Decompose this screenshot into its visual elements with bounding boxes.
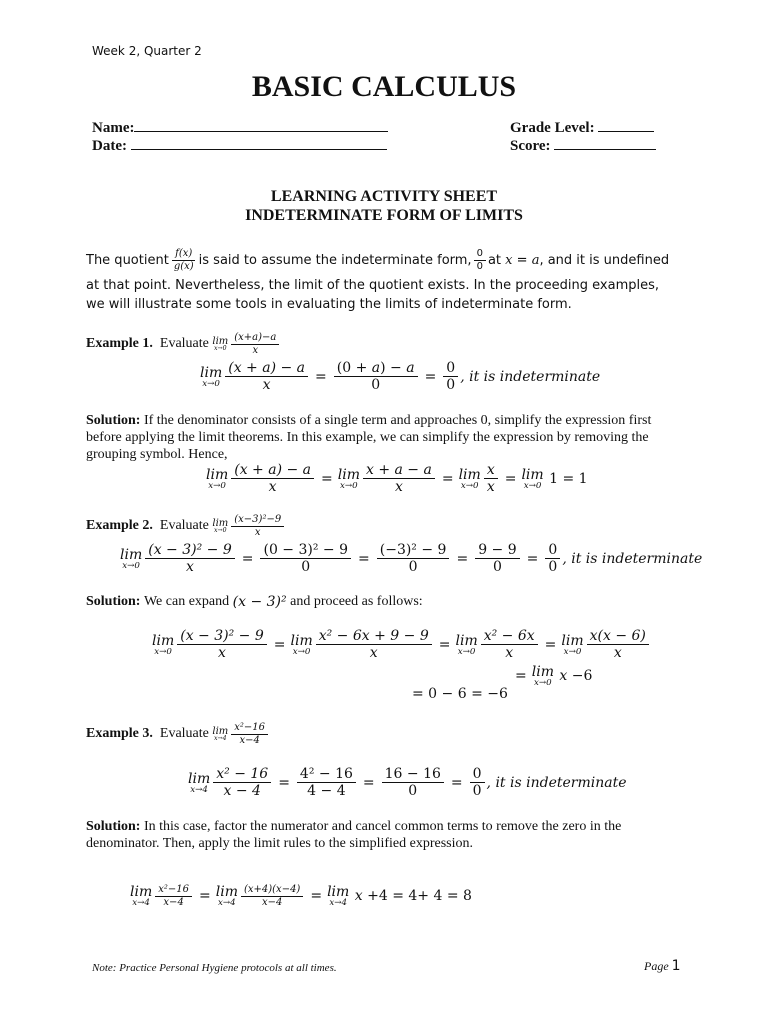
intro-text-2: is said to assume the indeterminate form, (198, 252, 472, 268)
score-field (510, 138, 656, 155)
example-1-solution-text: If the denominator consists of a single term and approaches 0, simplify the expression first before applying the limit theorems. In this example, we can simplify the expression by removing the grouping symbol. Hence, (86, 413, 652, 462)
footer-note: Note: Practice Personal Hygiene protocols at all times. (92, 962, 337, 974)
example-2-limit: lim x→0 (212, 517, 229, 534)
example-2-solution-text-b: and proceed as follows: (290, 594, 423, 609)
example-2-step-2: = lim x→0 x − 6 (515, 664, 593, 688)
example-1-indeterminate: , it is indeterminate (460, 368, 601, 385)
intro-line-2: at that point. Nevertheless, the limit of the quotient exists. In the proceeding examples, (86, 278, 660, 293)
example-3-indeterminate: , it is indeterminate (486, 774, 627, 791)
example-1-heading: Example 1. Evaluate lim x→0 $\frac{(x+a)-a}{x}$ (86, 332, 281, 356)
example-1-solution (86, 412, 686, 463)
page-number (644, 958, 681, 974)
example-2-heading: Example 2. Evaluate lim x→0 $\frac{\text{(x−3)²−9}}{x}$ (86, 514, 286, 538)
date-field (92, 138, 387, 155)
week-label: Week 2, Quarter 2 (92, 44, 202, 58)
intro-quotient: $\frac{f(x)}{g(x)}$ (173, 248, 194, 272)
example-2-label: Example 2. (86, 518, 153, 533)
example-3-solution (86, 818, 686, 852)
grade-field (510, 120, 654, 137)
sheet-title: LEARNING ACTIVITY SHEET (270, 188, 498, 205)
date-label: Date: (92, 138, 127, 154)
name-field (92, 120, 388, 137)
example-1-evaluation: lim x→0 $\frac{(x + a) - a}{x}$ = lim x→0 $\frac{x + a - a}{x}$ = lim x→0 $\frac{x}{x}$ = lim x→0 1 = 1 (206, 462, 588, 496)
grade-blank (598, 131, 654, 132)
score-label: Score: (510, 138, 551, 154)
example-2-evaluate: Evaluate (159, 518, 209, 533)
intro-text-3: at (487, 252, 502, 268)
example-1-label: Example 1. (86, 336, 153, 351)
name-label: Name: (92, 120, 135, 136)
date-blank (131, 149, 387, 150)
grade-label: Grade Level: (510, 120, 595, 136)
page-title: BASIC CALCULUS (251, 70, 517, 103)
example-1-solution-label: Solution: (86, 413, 141, 428)
name-blank (134, 131, 388, 132)
example-2-indeterminate: , it is indeterminate (562, 550, 703, 567)
intro-line-1: The quotient $\frac{f(x)}{g(x)}$ is said to assume the indeterminate form, $\frac{0}{0}$ at x = a , and it is undefined (86, 248, 670, 272)
example-3-evaluation: lim x→4 $\frac{\text{x²−16}}{x-4}$ = lim x→4 $\frac{(x+4)(x-4)}{x-4}$ = lim x→4 x + 4 = 4+ 4 = 8 (130, 884, 472, 909)
intro-text-1: The quotient (86, 252, 169, 268)
example-2-result: = 0 − 6 = −6 (412, 686, 508, 702)
page-label: Page (644, 959, 669, 973)
example-3-label: Example 3. (86, 726, 153, 741)
example-2-solution-text-a: We can expand (143, 594, 230, 609)
example-1-evaluate: Evaluate (159, 336, 209, 351)
example-2-solution-label: Solution: (86, 594, 141, 609)
example-3-substitution: lim x→4 $\frac{\text{x² − 16}}{x - 4}$ = $\frac{\text{4² − 16}}{4 - 4}$ = $\frac{16 - 16}{0}$ = $\frac{0}{0}$ , it is indeterminate (188, 766, 627, 800)
sheet-subtitle: INDETERMINATE FORM OF LIMITS (245, 207, 523, 224)
example-1-limit: lim x→0 (212, 335, 229, 352)
score-blank (554, 149, 656, 150)
example-3-solution-text: In this case, factor the numerator and cancel common terms to remove the zero in the denominator. Then, apply the limit rules to the simplified expression. (86, 819, 622, 851)
example-3-evaluate: Evaluate (159, 726, 209, 741)
page-number-value: 1 (671, 958, 681, 974)
intro-text-4: , and it is undefined (539, 252, 670, 268)
example-3-solution-label: Solution: (86, 819, 141, 834)
intro-zero-over-zero: $\frac{0}{0}$ (474, 248, 486, 272)
example-2-evaluation: lim x→0 $\frac{\text{(x − 3)² − 9}}{x}$ = lim x→0 $\frac{\text{x² − 6x + 9 − 9}}{x}$ = lim x→0 $\frac{\text{x² − 6x}}{x}$ = lim x→0 $\frac{x(x - 6)}{x}$ (152, 628, 651, 661)
example-2-substitution: lim x→0 $\frac{\text{(x − 3)² − 9}}{x}$ = $\frac{\text{(0 − 3)² − 9}}{0}$ = $\frac{\text{(−3)² − 9}}{0}$ = $\frac{9 - 9}{0}$ = $\frac{0}{0}$ , it is indeterminate (120, 542, 703, 576)
intro-line-3: we will illustrate some tools in evaluating the limits of indeterminate form. (86, 297, 572, 312)
example-2-solution: Solution: We can expand (x − 3)² and proceed as follows: (86, 594, 423, 610)
example-1-substitution: lim x→0 $\frac{(x + a) - a}{x}$ = $\frac{(0 + a) - a}{0}$ = $\frac{0}{0}$ , it is indeterminate (200, 360, 601, 394)
example-3-limit: lim x→4 (212, 725, 229, 742)
example-3-heading: Example 3. Evaluate lim x→4 $\frac{\text{x²−16}}{x-4}$ (86, 722, 270, 746)
